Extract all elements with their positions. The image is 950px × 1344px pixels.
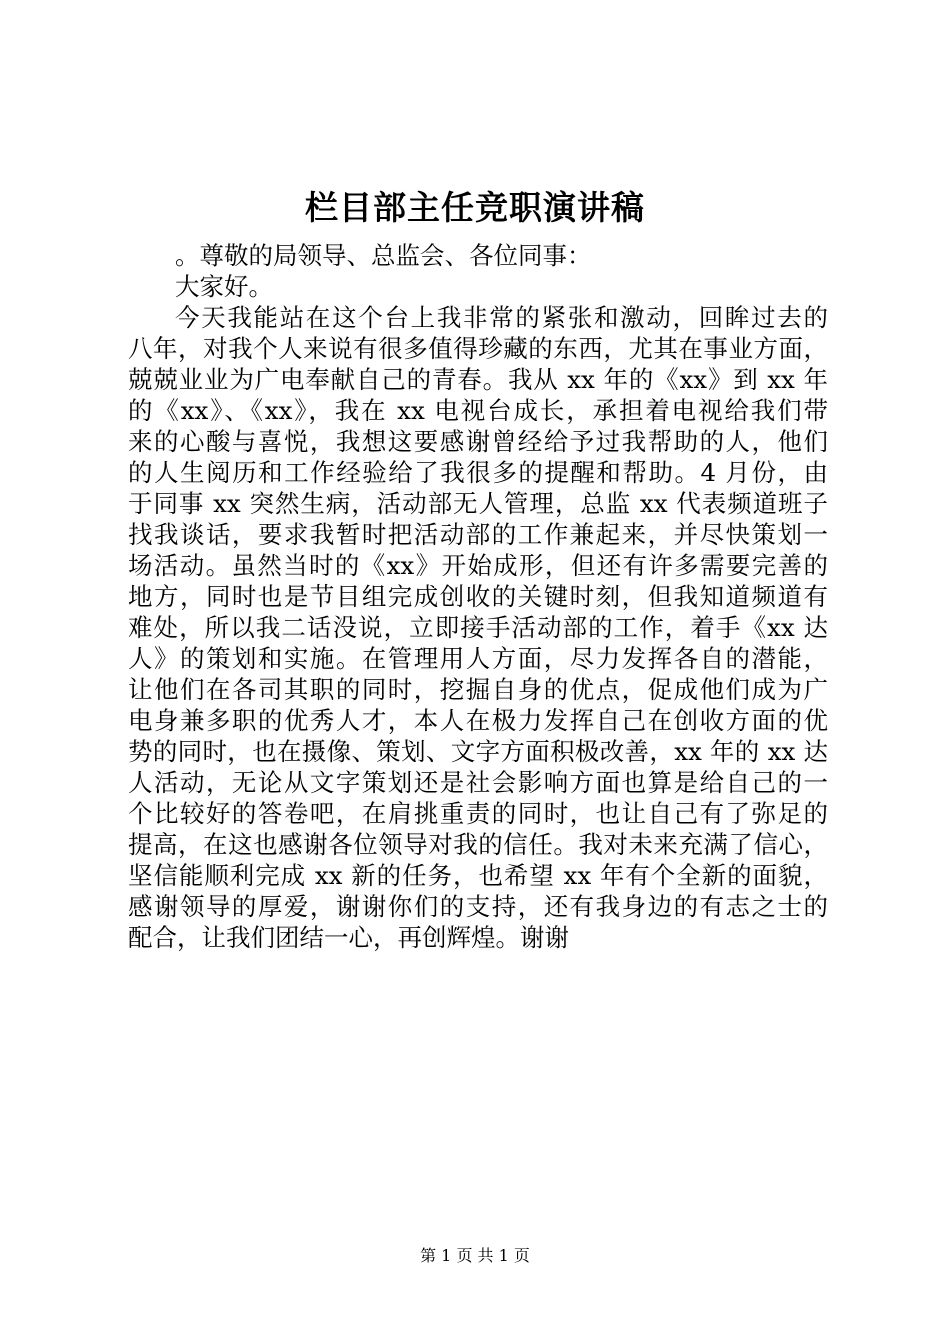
paragraph-line: 八年，对我个人来说有很多值得珍藏的东西，尤其在事业方面， — [128, 334, 828, 363]
paragraph-line: 感谢领导的厚爱，谢谢你们的支持，还有我身边的有志之士的 — [128, 892, 828, 921]
paragraph-line: 人活动，无论从文字策划还是社会影响方面也算是给自己的一 — [128, 768, 828, 797]
paragraph-line: 坚信能顺利完成 xx 新的任务，也希望 xx 年有个全新的面貌， — [128, 861, 828, 890]
salutation-line: 。尊敬的局领导、总监会、各位同事： — [175, 241, 592, 270]
paragraph-line: 配合，让我们团结一心，再创辉煌。谢谢 — [128, 923, 569, 952]
paragraph-line: 场活动。虽然当时的《xx》开始成形，但还有许多需要完善的 — [128, 551, 828, 580]
paragraph-line: 人》的策划和实施。在管理用人方面，尽力发挥各自的潜能， — [128, 644, 828, 673]
paragraph-line: 电身兼多职的优秀人才，本人在极力发挥自己在创收方面的优 — [128, 706, 828, 735]
paragraph-line: 势的同时，也在摄像、策划、文字方面积极改善，xx 年的 xx 达 — [128, 737, 828, 766]
paragraph-line: 的人生阅历和工作经验给了我很多的提醒和帮助。4 月份，由 — [128, 458, 828, 487]
paragraph-line: 提高，在这也感谢各位领导对我的信任。我对未来充满了信心， — [128, 830, 828, 859]
paragraph-line: 今天我能站在这个台上我非常的紧张和激动，回眸过去的 — [175, 303, 828, 332]
paragraph-line: 兢兢业业为广电奉献自己的青春。我从 xx 年的《xx》到 xx 年 — [128, 365, 828, 394]
paragraph-line: 难处，所以我二话没说，立即接手活动部的工作，着手《xx 达 — [128, 613, 828, 642]
paragraph-line: 个比较好的答卷吧，在肩挑重责的同时，也让自己有了弥足的 — [128, 799, 828, 828]
document-title: 栏目部主任竞职演讲稿 — [305, 188, 645, 227]
paragraph-line: 来的心酸与喜悦，我想这要感谢曾经给予过我帮助的人，他们 — [128, 427, 828, 456]
page-footer: 第 1 页 共 1 页 — [420, 1246, 530, 1265]
greeting-line: 大家好。 — [175, 272, 273, 301]
paragraph-line: 的《xx》、《xx》，我在 xx 电视台成长，承担着电视给我们带 — [128, 396, 828, 425]
paragraph-line: 地方，同时也是节目组完成创收的关键时刻，但我知道频道有 — [128, 582, 828, 611]
document-body — [128, 240, 828, 953]
paragraph-line: 找我谈话，要求我暂时把活动部的工作兼起来，并尽快策划一 — [128, 520, 828, 549]
paragraph-line: 让他们在各司其职的同时，挖掘自身的优点，促成他们成为广 — [128, 675, 828, 704]
paragraph-line: 于同事 xx 突然生病，活动部无人管理，总监 xx 代表频道班子 — [128, 489, 828, 518]
